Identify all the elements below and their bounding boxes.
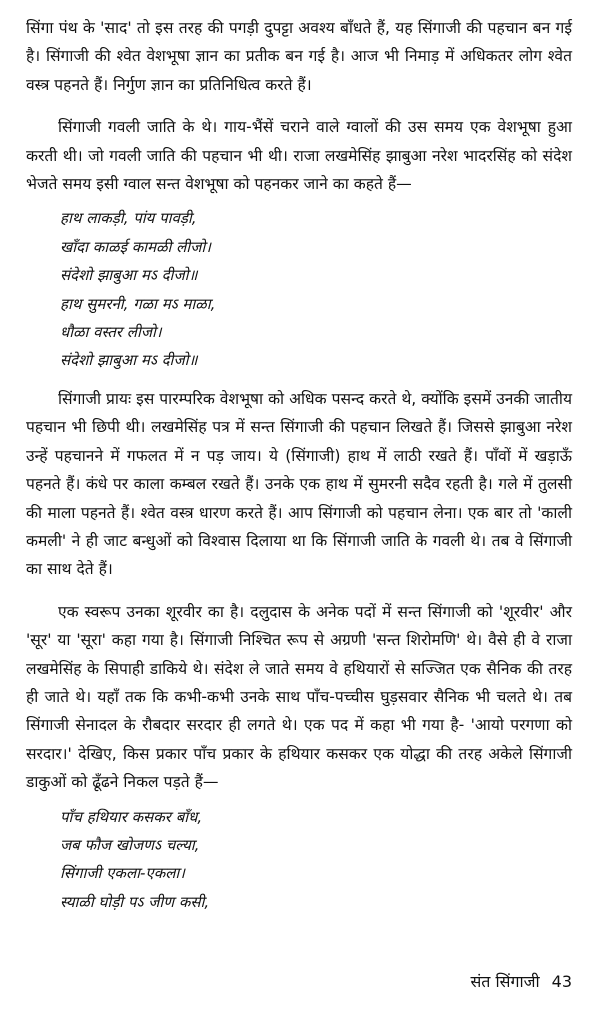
paragraph-gap (26, 584, 572, 598)
verse-line: खाँदा काळई कामळी लीजो। (60, 237, 211, 256)
verse-line: स्याळी घोड़ी पऽ जीण कसी, (60, 892, 210, 911)
verse-line: हाथ लाकड़ी, पांय पावड़ी, (60, 209, 197, 228)
verse-line: हाथ सुमरनी, गळा मऽ माळा, (60, 294, 216, 313)
verse-line: धौळा वस्तर लीजो। (60, 323, 162, 342)
verse-line: संदेशो झाबुआ मऽ दीजो॥ (60, 351, 198, 370)
paragraph-gap (26, 99, 572, 113)
verse-line: सिंगाजी एकला-एकला। (60, 864, 185, 883)
page-number: 43 (551, 972, 572, 991)
page-footer (458, 970, 572, 992)
paragraph-3: सिंगाजी प्रायः इस पारम्परिक वेशभूषा को अधिक पसन्द करते थे, क्योंकि इसमें उनकी जातीय पहचान भी छिपी थी। लखमेसिंह पत्र में सन्त सिंगाजी की पहचान लिखते हैं। जिससे झाबुआ नरेश उन्हें पहचानने में गफलत में न पड़ जाय। ये (सिंगाजी) हाथ में लाठी रखते हैं। पाँवों में खड़ाऊँ पहनते हैं। कंधे पर काला कम्बल रखते हैं। उनके एक हाथ में सुमरनी सदैव रहती है। गले में तुलसी की माला पहनते हैं। श्वेत वस्त्र धारण करते हैं। आप सिंगाजी को पहचान लेना। एक बार तो 'काली कमली' ने ही जाट बन्धुओं को विश्वास दिलाया था कि सिंगाजी जाति के गवली थे। तब वे सिंगाजी का साथ देते हैं। (26, 389, 572, 579)
verse-line: संदेशो झाबुआ मऽ दीजो॥ (60, 266, 198, 285)
verse-line: पाँच हथियार कसकर बाँध, (60, 807, 203, 826)
verse-block-2 (60, 803, 572, 917)
paragraph-1: सिंगा पंथ के 'साद' तो इस तरह की पगड़ी दुपट्टा अवश्य बाँधते हैं, यह सिंगाजी की पहचान बन गई है। सिंगाजी की श्वेत वेशभूषा ज्ञान का प्रतीक बन गई है। आज भी निमाड़ में अधिकतर लोग श्वेत वस्त्र पहनते हैं। निर्गुण ज्ञान का प्रतिनिधित्व करते हैं। (26, 19, 572, 94)
paragraph-2: सिंगाजी गवली जाति के थे। गाय-भैंसें चराने वाले ग्वालों की उस समय एक वेशभूषा हुआ करती थी। जो गवली जाति की पहचान भी थी। राजा लखमेसिंह झाबुआ नरेश भादरसिंह को संदेश भेजते समय इसी ग्वाल सन्त वेशभूषा को पहनकर जाने का कहते हैं— (26, 118, 572, 194)
paragraph-4: एक स्वरूप उनका शूरवीर का है। दलुदास के अनेक पदों में सन्त सिंगाजी को 'शूरवीर' और 'सूर' या 'सूरा' कहा गया है। सिंगाजी निश्चित रूप से अग्रणी 'सन्त शिरोमणि' थे। वैसे ही वे राजा लखमेसिंह के सिपाही डाकिये थे। संदेश ले जाते समय वे हथियारों से सज्जित एक सैनिक की तरह ही जाते थे। यहाँ तक कि कभी-कभी उनके साथ पाँच-पच्चीस घुड़सवार सैनिक भी चलते थे। तब सिंगाजी सेनादल के रौबदार सरदार ही लगते थे। एक पद में कहा भी गया है- 'आयो परगणा को सरदार।' देखिए, किस प्रकार पाँच प्रकार के हथियार कसकर एक योद्धा की तरह अकेले सिंगाजी डाकुओं को ढूँढने निकल पड़ते हैं— (26, 602, 572, 792)
verse-block-1 (60, 204, 572, 374)
running-title: संत सिंगाजी (470, 972, 540, 991)
verse-line: जब फौज खोजणऽ चल्या, (60, 835, 200, 854)
